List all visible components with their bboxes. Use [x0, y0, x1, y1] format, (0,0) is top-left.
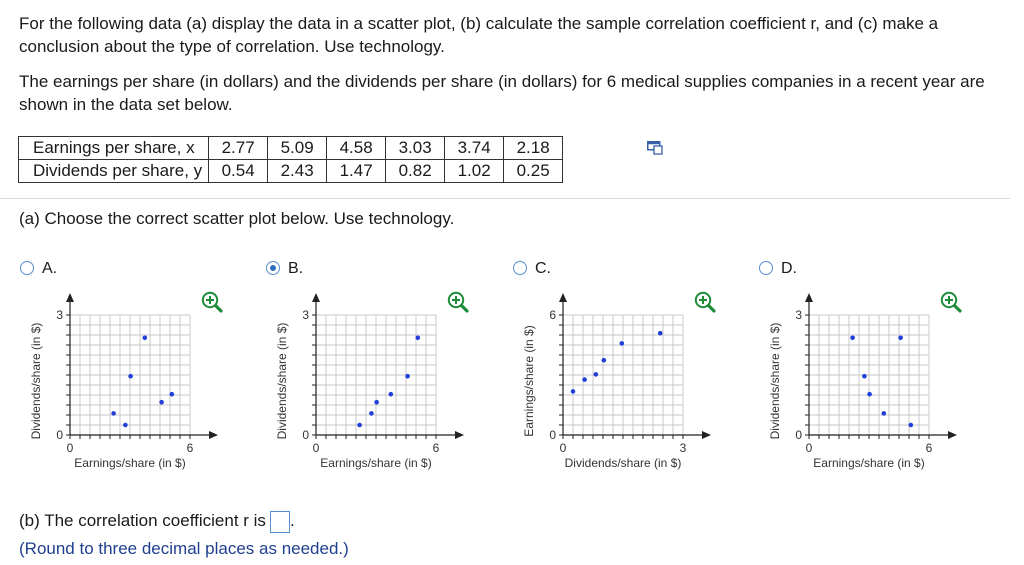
option-c[interactable] — [513, 258, 573, 282]
scatter-point — [862, 374, 867, 379]
y-value: 0.25 — [504, 160, 563, 183]
y-origin-tick-label: 0 — [302, 428, 309, 442]
scatter-point — [850, 336, 855, 341]
option-d-label: D. — [781, 260, 797, 277]
scatter-point — [123, 423, 128, 428]
zoom-icon[interactable] — [203, 293, 221, 311]
zoom-icon[interactable] — [942, 293, 960, 311]
x-origin-tick-label: 0 — [66, 441, 74, 455]
option-b-radio[interactable] — [266, 261, 280, 275]
scatter-plot-d — [759, 285, 999, 480]
scatter-plot-c — [513, 285, 753, 480]
scatter-point — [882, 411, 887, 416]
y-axis-arrow — [312, 293, 320, 302]
scatter-point — [357, 423, 362, 428]
zoom-icon[interactable] — [449, 293, 467, 311]
option-d-radio[interactable] — [759, 261, 773, 275]
plot-grid — [563, 315, 683, 435]
scatter-point — [159, 400, 164, 405]
x-max-tick-label: 6 — [925, 441, 933, 455]
y-axis-label: Earnings/share (in $) — [522, 325, 536, 437]
scatter-point — [571, 389, 576, 394]
y-value: 1.02 — [445, 160, 504, 183]
y-origin-tick-label: 0 — [56, 428, 63, 442]
x-value: 3.74 — [445, 137, 504, 160]
option-d[interactable] — [759, 258, 819, 282]
scatter-point — [374, 400, 379, 405]
y-origin-tick-label: 0 — [549, 428, 556, 442]
y-row-label: Dividends per share, y — [19, 160, 209, 183]
problem-intro: For the following data (a) display the data in a scatter plot, (b) calculate the sample correlation coefficient r, and (c) make a conclusion about the type of correlation. Use technology. — [19, 14, 939, 56]
scatter-point — [405, 374, 410, 379]
scatter-point — [128, 374, 133, 379]
scatter-point — [369, 411, 374, 416]
option-a-label: A. — [42, 260, 58, 277]
y-axis-arrow — [805, 293, 813, 302]
problem-context: The earnings per share (in dollars) and the dividends per share (in dollars) for 6 medical supplies companies in a recent year are shown in the data set below. — [19, 72, 985, 114]
x-value: 2.77 — [209, 137, 268, 160]
x-origin-tick-label: 0 — [805, 441, 813, 455]
plot-grid — [809, 315, 929, 435]
scatter-point — [594, 372, 599, 377]
plot-grid — [316, 315, 436, 435]
x-axis-label: Earnings/share (in $) — [320, 456, 432, 470]
option-a-radio[interactable] — [20, 261, 34, 275]
part-b-prompt-line — [19, 509, 295, 533]
axis-ticks — [66, 315, 190, 439]
x-row-label: Earnings per share, x — [19, 137, 209, 160]
x-max-tick-label: 6 — [186, 441, 194, 455]
axis-ticks — [312, 315, 436, 439]
scatter-point — [111, 411, 116, 416]
x-axis-arrow — [455, 431, 464, 439]
y-axis-label: Dividends/share (in $) — [29, 322, 43, 440]
y-max-tick-label: 6 — [549, 308, 556, 322]
correlation-answer-input[interactable] — [270, 511, 290, 533]
x-axis-label: Earnings/share (in $) — [74, 456, 186, 470]
x-axis-arrow — [702, 431, 711, 439]
scatter-plot-b — [266, 285, 506, 480]
option-c-radio[interactable] — [513, 261, 527, 275]
copy-data-icon[interactable] — [647, 141, 663, 155]
y-axis-label: Dividends/share (in $) — [275, 322, 289, 440]
part-a-question: (a) Choose the correct scatter plot below. Use technology. — [19, 209, 455, 228]
x-axis-label: Earnings/share (in $) — [813, 456, 925, 470]
table-row-y — [19, 160, 563, 183]
y-axis-arrow — [559, 293, 567, 302]
scatter-point — [909, 423, 914, 428]
x-axis-label: Dividends/share (in $) — [564, 456, 682, 470]
scatter-point — [170, 392, 175, 397]
scatter-point — [582, 377, 587, 382]
scatter-point — [898, 336, 903, 341]
y-value: 2.43 — [268, 160, 327, 183]
y-max-tick-label: 3 — [56, 308, 63, 322]
data-table — [18, 136, 563, 183]
part-b-period: . — [289, 511, 295, 530]
axis-ticks — [559, 315, 683, 439]
x-value: 5.09 — [268, 137, 327, 160]
scatter-point — [620, 341, 625, 346]
scatter-plot-a — [20, 285, 260, 480]
x-axis-arrow — [948, 431, 957, 439]
option-b-label: B. — [288, 260, 304, 277]
axis-ticks — [805, 315, 929, 439]
option-c-label: C. — [535, 260, 551, 277]
scatter-point — [658, 331, 663, 336]
scatter-point — [867, 392, 872, 397]
rounding-hint: (Round to three decimal places as needed.) — [19, 539, 349, 558]
option-a[interactable] — [20, 258, 80, 282]
x-max-tick-label: 3 — [679, 441, 687, 455]
scatter-point — [602, 358, 607, 363]
y-value: 0.82 — [386, 160, 445, 183]
x-origin-tick-label: 0 — [559, 441, 567, 455]
y-origin-tick-label: 0 — [795, 428, 802, 442]
scatter-point — [389, 392, 394, 397]
x-axis-arrow — [209, 431, 218, 439]
divider — [0, 198, 1010, 199]
x-value: 2.18 — [504, 137, 563, 160]
x-origin-tick-label: 0 — [312, 441, 320, 455]
y-value: 0.54 — [209, 160, 268, 183]
part-b-prompt: (b) The correlation coefficient r is — [19, 511, 266, 530]
y-axis-label: Dividends/share (in $) — [768, 322, 782, 440]
x-value: 4.58 — [327, 137, 386, 160]
scatter-point — [143, 336, 148, 341]
y-max-tick-label: 3 — [795, 308, 802, 322]
y-axis-arrow — [66, 293, 74, 302]
table-row-x — [19, 137, 563, 160]
x-value: 3.03 — [386, 137, 445, 160]
scatter-point — [416, 336, 421, 341]
y-max-tick-label: 3 — [302, 308, 309, 322]
option-b[interactable] — [266, 258, 326, 282]
zoom-icon[interactable] — [696, 293, 714, 311]
y-value: 1.47 — [327, 160, 386, 183]
x-max-tick-label: 6 — [432, 441, 440, 455]
